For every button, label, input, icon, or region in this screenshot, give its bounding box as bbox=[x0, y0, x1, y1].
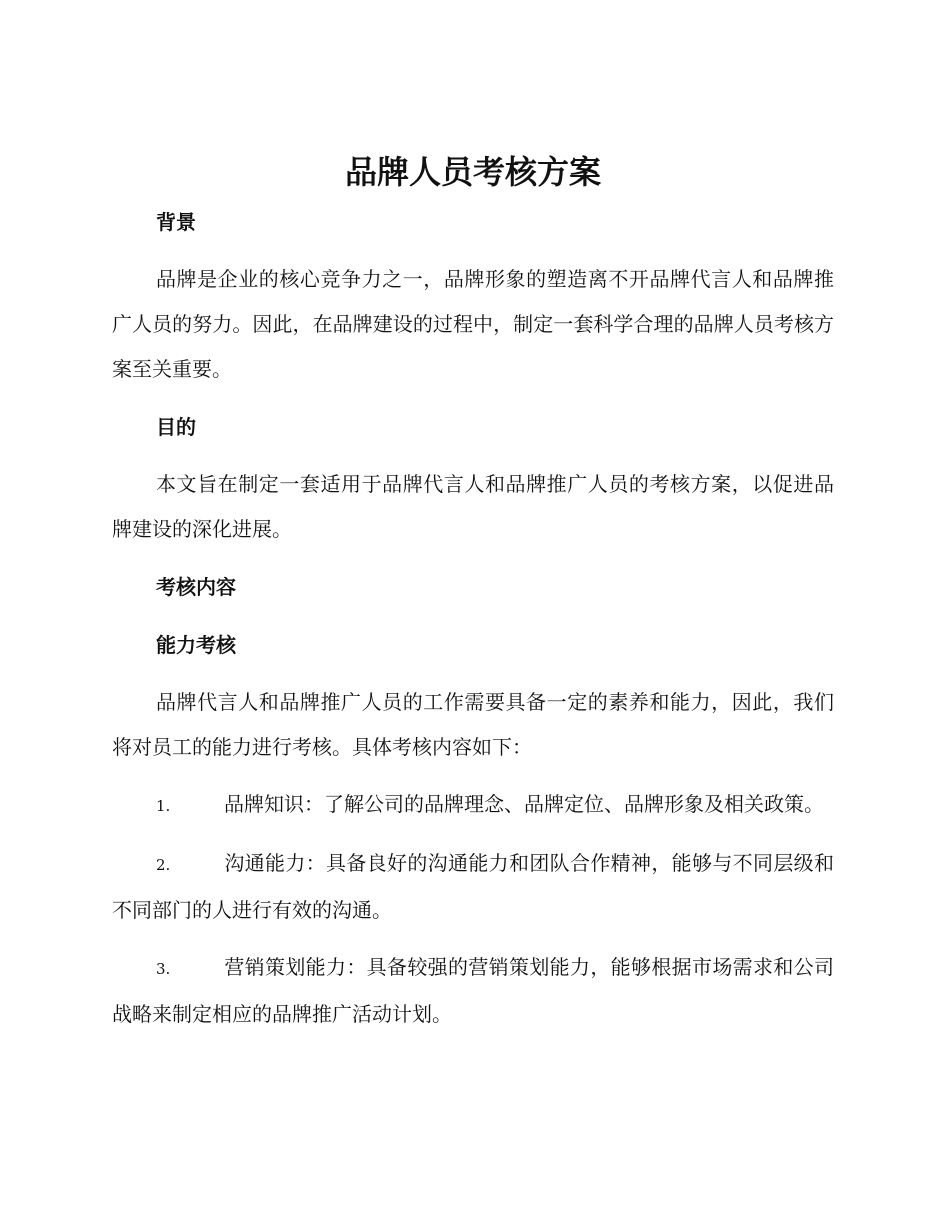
paragraph-background: 品牌是企业的核心竞争力之一，品牌形象的塑造离不开品牌代言人和品牌推广人员的努力。因此，在品牌建设的过程中，制定一套科学合理的品牌人员考核方案至关重要。 bbox=[112, 267, 834, 381]
paragraph-ability: 品牌代言人和品牌推广人员的工作需要具备一定的素养和能力，因此，我们将对员工的能力进行考核。具体考核内容如下： bbox=[112, 690, 834, 759]
document-title: 品牌人员考核方案 bbox=[344, 153, 601, 191]
list-item bbox=[112, 945, 834, 1037]
list-item-number: 1. bbox=[156, 797, 171, 815]
list-item-text: 沟通能力：具备良好的沟通能力和团队合作精神，能够与不同层级和不同部门的人进行有效的沟通。 bbox=[112, 851, 834, 922]
list-item-number: 3. bbox=[156, 960, 171, 978]
list-item-number: 2. bbox=[156, 856, 171, 874]
list-item-text: 品牌知识：了解公司的品牌理念、品牌定位、品牌形象及相关政策。 bbox=[224, 792, 824, 816]
list-item bbox=[112, 782, 834, 829]
section-heading-ability: 能力考核 bbox=[156, 633, 236, 657]
section-heading-background: 背景 bbox=[156, 210, 196, 234]
section-heading-content: 考核内容 bbox=[156, 575, 236, 599]
section-heading-purpose: 目的 bbox=[156, 415, 196, 439]
list-item-text: 营销策划能力：具备较强的营销策划能力，能够根据市场需求和公司战略来制定相应的品牌推广活动计划。 bbox=[112, 955, 834, 1026]
list-item bbox=[112, 841, 834, 933]
paragraph-purpose: 本文旨在制定一套适用于品牌代言人和品牌推广人员的考核方案，以促进品牌建设的深化进展。 bbox=[112, 472, 834, 541]
document-content bbox=[112, 145, 834, 1037]
